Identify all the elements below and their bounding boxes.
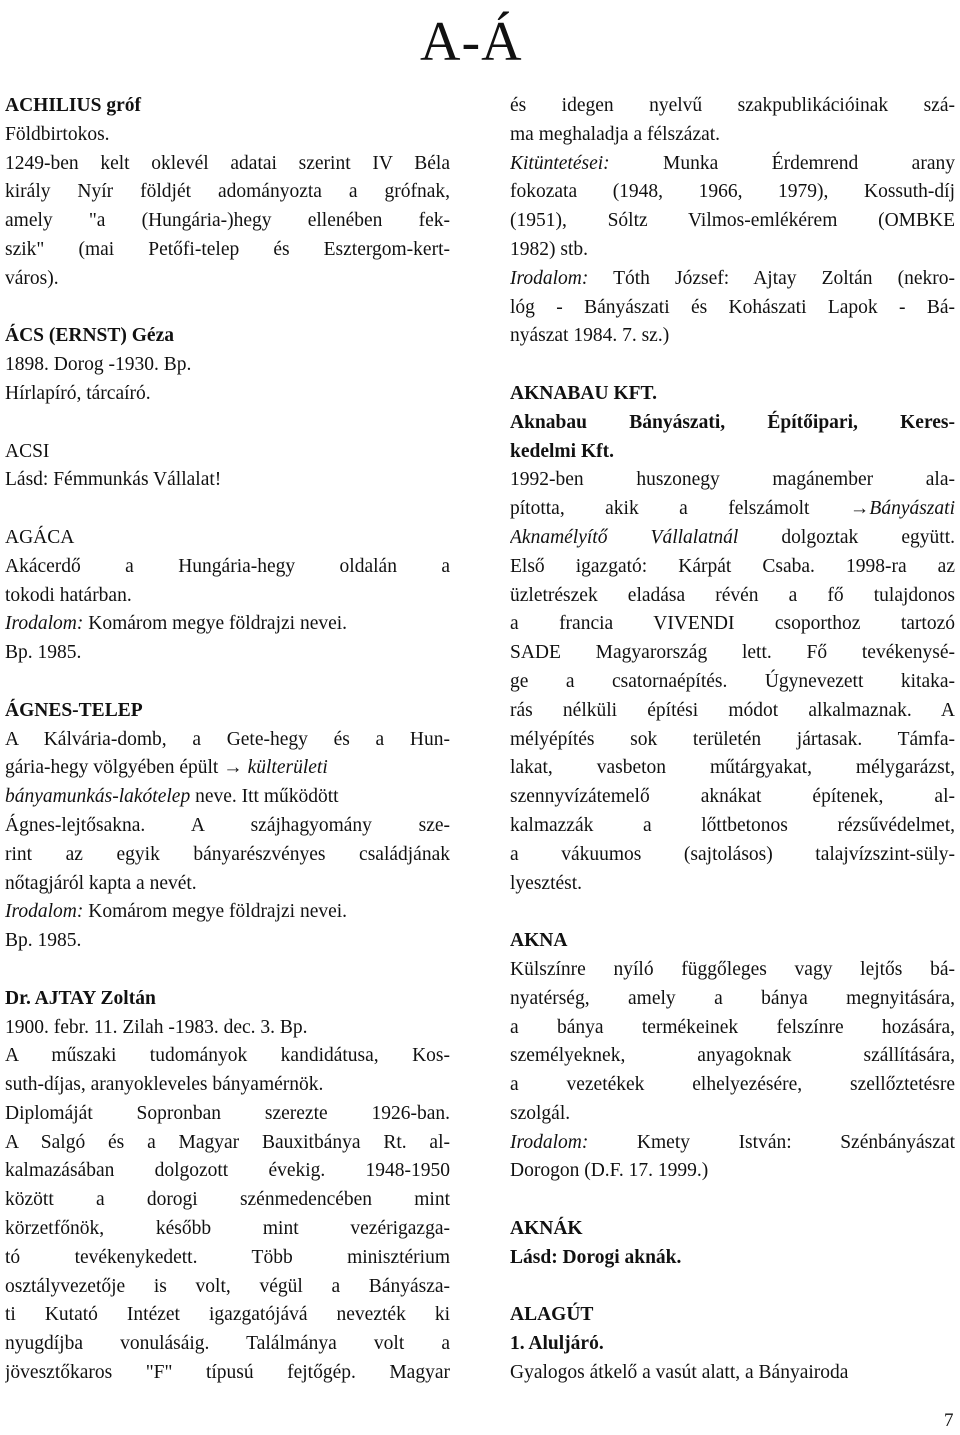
entry-line: lóg - Bányászati és Kohászati Lapok - Bá- <box>510 296 955 318</box>
entry-line: 1900. febr. 11. Zilah -1983. dec. 3. Bp. <box>5 1016 308 1038</box>
entry-line: Bp. 1985. <box>5 930 82 952</box>
entry-line: lakat, vasbeton műtárgyakat, mélygarázst, <box>510 757 955 779</box>
entry-line: király Nyír földjét adományozta a grófnak, <box>5 181 450 203</box>
entry-line <box>5 783 450 812</box>
entry-subtitle: 1. Aluljáró. <box>510 1333 604 1355</box>
entry-line: szennyvízátemelő aknákat építenek, al- <box>510 786 955 808</box>
entry-line: Ágnes-lejtősakna. A szájhagyomány sze- <box>5 814 450 836</box>
page-heading: A-Á <box>420 11 523 73</box>
right-column <box>510 92 955 1388</box>
entry-line: A Kálvária-domb, a Gete-hegy és a Hun- <box>5 728 450 750</box>
entry-line: Diplomáját Sopronban szerezte 1926-ban. <box>5 1102 450 1124</box>
literature-line <box>5 610 450 639</box>
entry-line: 1992-ben huszonegy magánember ala- <box>510 469 955 491</box>
entry-line: amely "a (Hungária-)hegy ellenében fek- <box>5 210 450 232</box>
entry-title-agnes-telep: ÁGNES-TELEP <box>5 699 143 721</box>
literature-line <box>510 265 955 294</box>
entry-line <box>510 524 955 553</box>
literature-label: Irodalom: <box>510 267 589 289</box>
entry-line: Földbirtokos. <box>5 123 110 145</box>
cross-reference-link[interactable]: külterületi <box>247 757 328 779</box>
entry-subtitle: kedelmi Kft. <box>510 440 614 462</box>
entry-title-aknak: AKNÁK <box>510 1218 583 1240</box>
literature-label: Irodalom: <box>5 901 84 923</box>
literature-line <box>5 898 450 927</box>
entry-line: nyugdíjba vonulásáig. Találmánya volt a <box>5 1333 450 1355</box>
entry-line: Dorogon (D.F. 17. 1999.) <box>510 1160 709 1182</box>
literature-label: Irodalom: <box>5 613 84 635</box>
page-number: 7 <box>944 1410 954 1431</box>
entry-line: ma meghaladja a félszázat. <box>510 123 721 145</box>
entry-title-aknabau: AKNABAU KFT. <box>510 382 657 404</box>
entry-line: osztályvezetője is volt, végül a Bányásza- <box>5 1275 450 1297</box>
entry-line: között a dorogi szénmedencében mint <box>5 1189 450 1211</box>
entry-text: gária-hegy völgyében épült → <box>5 757 248 779</box>
cross-reference-link[interactable]: Lásd: Dorogi aknák. <box>510 1246 682 1268</box>
entry-line: nyászat 1984. 7. sz.) <box>510 325 670 347</box>
entry-text: neve. Itt működött <box>190 786 339 808</box>
entry-line: város). <box>5 267 59 289</box>
awards-text: Munka Érdemrend arany <box>609 152 955 174</box>
entry-line: A műszaki tudományok kandidátusa, Kos- <box>5 1045 450 1067</box>
entry-line: rint az egyik bányarészvényes családjának <box>5 843 450 865</box>
entry-line: tokodi határban. <box>5 584 132 606</box>
entry-line: Hírlapíró, tárcaíró. <box>5 382 151 404</box>
entry-subtitle: Aknabau Bányászati, Építőipari, Keres- <box>510 411 955 433</box>
entry-title-acsi: ACSI <box>5 440 50 462</box>
entry-line: személyeknek, anyagoknak szállítására, <box>510 1045 955 1067</box>
entry-line: (1951), Sóltz Vilmos-emlékérem (OMBKE <box>510 210 955 232</box>
entry-line: jövesztőkaros "F" típusú fejtőgép. Magyar <box>5 1362 450 1384</box>
entry-line: 1249-ben kelt oklevél adatai szerint IV Béla <box>5 152 450 174</box>
entry-line <box>510 495 955 524</box>
entry-line: nőtagjáról kapta a nevét. <box>5 872 197 894</box>
entry-line: mélyépítés sok területén jártasak. Támfa- <box>510 728 955 750</box>
entry-line: nyatérség, amely a bánya megnyitására, <box>510 987 955 1009</box>
entry-line <box>5 754 450 783</box>
literature-line <box>510 1129 955 1158</box>
entry-line: A Salgó és a Magyar Bauxitbánya Rt. al- <box>5 1131 450 1153</box>
entry-line: és idegen nyelvű szakpublikációinak szá- <box>510 95 955 116</box>
entry-line: lyesztést. <box>510 872 583 894</box>
entry-line: szolgál. <box>510 1102 571 1124</box>
entry-line: a vákuumos (sajtolásos) talajvízszint-süly- <box>510 843 955 865</box>
entry-line: üzletrészek eladása révén a fő tulajdonos <box>510 584 955 606</box>
entry-line: ti Kutató Intézet igazgatójává nevezték ki <box>5 1304 450 1326</box>
entry-line: a vezetékek elhelyezésére, szellőztetésre <box>510 1074 955 1096</box>
cross-reference-link[interactable]: Aknamélyítő Vállalatnál <box>510 526 739 548</box>
entry-title-achilius: ACHILIUS gróf <box>5 95 141 116</box>
entry-line: Lásd: Fémmunkás Vállalat! <box>5 469 222 491</box>
entry-title-akna: AKNA <box>510 930 568 952</box>
awards-line <box>510 150 955 179</box>
entry-line: kalmazzák a lőttbetonos rézsűvédelmet, <box>510 814 955 836</box>
entry-text: pította, akik a felszámolt → <box>510 498 870 520</box>
literature-text: Komárom megye földrajzi nevei. <box>88 901 348 923</box>
literature-text: Kmety István: Szénbányászat <box>588 1131 955 1153</box>
entry-title-acs: ÁCS (ERNST) Géza <box>5 325 174 347</box>
entry-line: Gyalogos átkelő a vasút alatt, a Bányairoda <box>510 1362 849 1384</box>
entry-title-ajtay: Dr. AJTAY Zoltán <box>5 987 156 1009</box>
entry-line: tó tevékenykedett. Több minisztérium <box>5 1246 450 1268</box>
entry-line: szik" (mai Petőfi-telep és Esztergom-kert- <box>5 238 450 260</box>
cross-reference-link[interactable]: Bányászati <box>869 498 955 520</box>
entry-line: Első igazgató: Kárpát Csaba. 1998-ra az <box>510 555 955 577</box>
literature-text: Tóth József: Ajtay Zoltán (nekro- <box>588 267 955 289</box>
entry-line: SADE Magyarország lett. Fő tevékenysé- <box>510 642 955 664</box>
awards-label: Kitüntetései: <box>510 152 610 174</box>
entry-line: 1898. Dorog -1930. Bp. <box>5 354 192 376</box>
entry-line: körzetfőnök, később mint vezérigazga- <box>5 1218 450 1240</box>
entry-line: suth-díjas, aranyokleveles bányamérnök. <box>5 1074 324 1096</box>
entry-line: 1982) stb. <box>510 238 588 260</box>
entry-line: kalmazásában dolgozott évekig. 1948-1950 <box>5 1160 450 1182</box>
entry-title-agaca: AGÁCA <box>5 526 75 548</box>
entry-title-alagut: ALAGÚT <box>510 1304 594 1326</box>
entry-line: ge a csatornaépítés. Úgynevezett kitaka- <box>510 670 955 692</box>
entry-line: Külszínre nyíló függőleges vagy lejtős bá- <box>510 958 955 980</box>
entry-text: dolgoztak együtt. <box>738 526 955 548</box>
entry-line: a francia VIVENDI csoporthoz tartozó <box>510 613 955 635</box>
entry-line: a bánya termékeinek felszínre hozására, <box>510 1016 955 1038</box>
entry-line: rás nélküli építési módot alkalmaznak. A <box>510 699 955 721</box>
entry-line: Bp. 1985. <box>5 642 82 664</box>
literature-label: Irodalom: <box>510 1131 589 1153</box>
entry-line: fokozata (1948, 1966, 1979), Kossuth-díj <box>510 181 955 203</box>
entry-line: Akácerdő a Hungária-hegy oldalán a <box>5 555 450 577</box>
literature-text: Komárom megye földrajzi nevei. <box>88 613 348 635</box>
cross-reference-link[interactable]: bányamunkás-lakótelep <box>5 786 191 808</box>
left-column <box>5 92 450 1388</box>
